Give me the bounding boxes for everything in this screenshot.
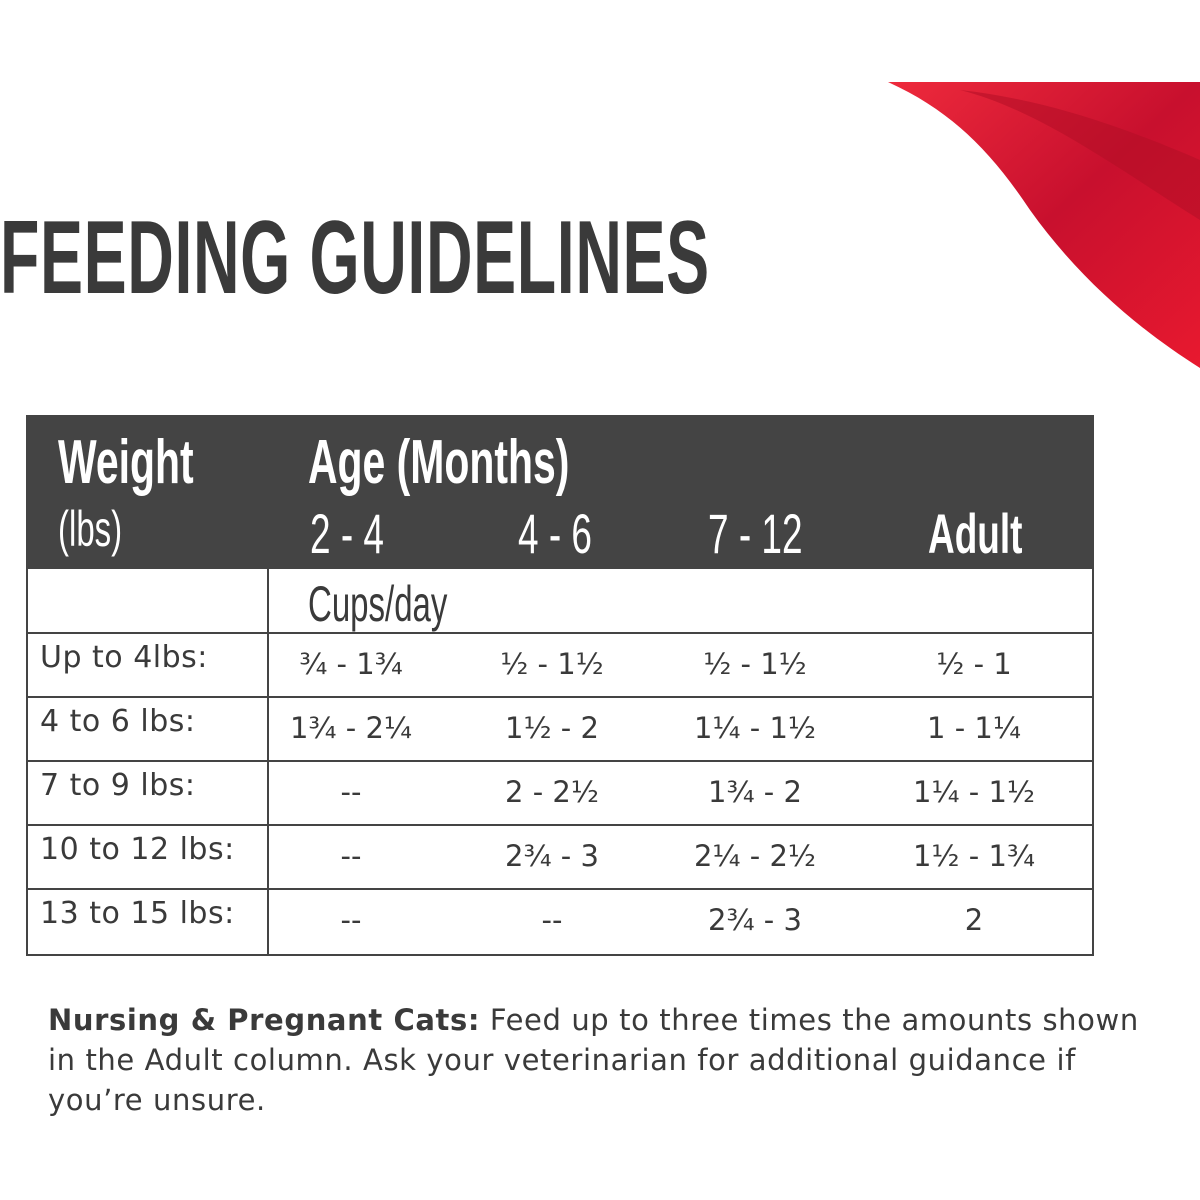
header-col-adult: Adult: [928, 502, 1023, 565]
note-text: Feed up to three times the amounts shown in the Adult column. Ask your veterinarian for additional guidance if you’re unsure.: [48, 1003, 1139, 1117]
value-cell: ½ - 1: [936, 647, 1012, 681]
value-cell: --: [541, 903, 563, 937]
header-weight: Weight: [58, 428, 194, 497]
table-row: [28, 826, 1092, 888]
weight-cell: Up to 4lbs:: [40, 640, 208, 675]
value-cell: 1½ - 1¾: [912, 839, 1036, 873]
weight-cell: 4 to 6 lbs:: [40, 704, 196, 739]
header-age: Age (Months): [308, 428, 570, 497]
value-cell: ¾ - 1¾: [299, 647, 403, 681]
table-row: [28, 890, 1092, 952]
value-cell: 1 - 1¼: [927, 711, 1021, 745]
value-cell: 1¼ - 1½: [693, 711, 817, 745]
value-cell: --: [340, 775, 362, 809]
table-row: [28, 762, 1092, 824]
table-header: [28, 417, 1092, 569]
value-cell: 2¾ - 3: [505, 839, 599, 873]
value-cell: 2: [964, 903, 984, 937]
value-cell: 2 - 2½: [505, 775, 599, 809]
weight-cell: 7 to 9 lbs:: [40, 768, 196, 803]
value-cell: 2¾ - 3: [708, 903, 802, 937]
header-col-2-4: 2 - 4: [310, 502, 384, 565]
header-col-4-6: 4 - 6: [518, 502, 592, 565]
value-cell: ½ - 1½: [500, 647, 604, 681]
table-row: [28, 698, 1092, 760]
page-title: FEEDING GUIDELINES: [0, 200, 710, 316]
weight-cell: 13 to 15 lbs:: [40, 896, 235, 931]
value-cell: 1¾ - 2¼: [289, 711, 413, 745]
header-weight-unit: (lbs): [58, 501, 123, 557]
table-row: [28, 634, 1092, 696]
value-cell: ½ - 1½: [703, 647, 807, 681]
value-cell: 1¼ - 1½: [912, 775, 1036, 809]
note-label: Nursing & Pregnant Cats:: [48, 1003, 481, 1037]
header-col-7-12: 7 - 12: [708, 502, 803, 565]
value-cell: --: [340, 839, 362, 873]
weight-cell: 10 to 12 lbs:: [40, 832, 235, 867]
value-cell: 2¼ - 2½: [693, 839, 817, 873]
value-cell: --: [340, 903, 362, 937]
nursing-note: [48, 1000, 1148, 1120]
feeding-table: [26, 415, 1094, 956]
value-cell: 1½ - 2: [505, 711, 599, 745]
unit-label: Cups/day: [308, 576, 448, 632]
value-cell: 1¾ - 2: [708, 775, 802, 809]
